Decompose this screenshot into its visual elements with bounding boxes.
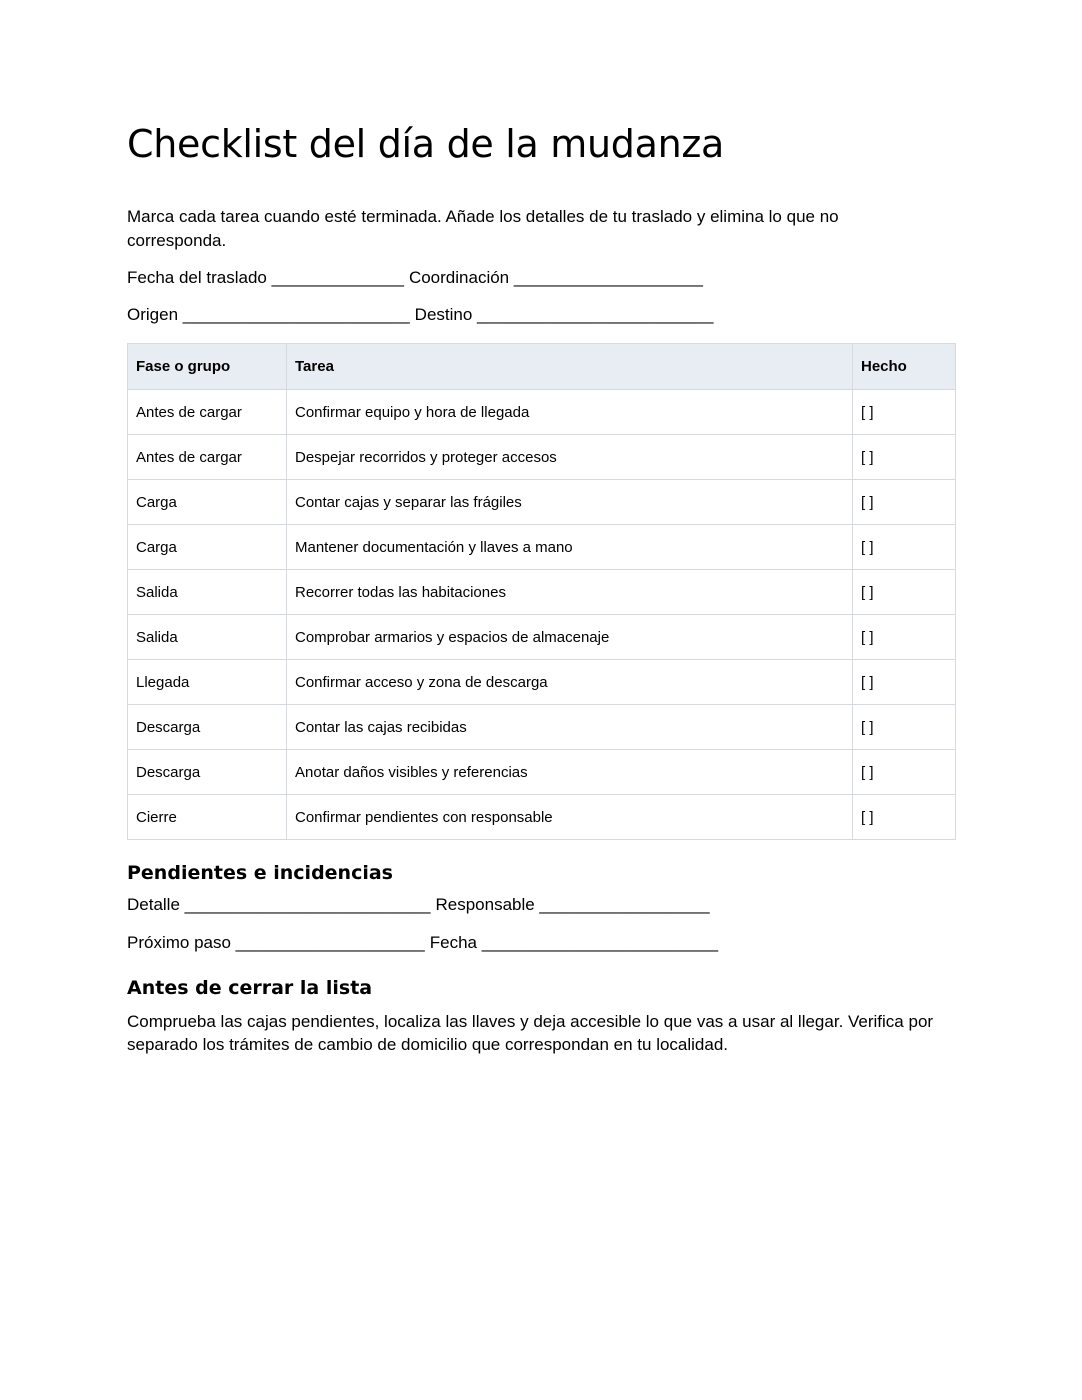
table-row xyxy=(128,480,956,525)
cell-done-checkbox: [ ] xyxy=(853,660,956,705)
table-row xyxy=(128,390,956,435)
fields-next-step-date xyxy=(127,931,718,955)
table-row xyxy=(128,525,956,570)
cell-phase: Descarga xyxy=(128,750,287,795)
header-task: Tarea xyxy=(287,344,853,390)
cell-task: Confirmar pendientes con responsable xyxy=(287,795,853,840)
header-done: Hecho xyxy=(853,344,956,390)
cell-phase: Salida xyxy=(128,570,287,615)
cell-done-checkbox: [ ] xyxy=(853,615,956,660)
cell-done-checkbox: [ ] xyxy=(853,705,956,750)
cell-phase: Descarga xyxy=(128,705,287,750)
header-phase: Fase o grupo xyxy=(128,344,287,390)
checklist-table xyxy=(127,343,956,840)
cell-phase: Carga xyxy=(128,480,287,525)
field-date: Fecha _________________________ xyxy=(429,933,719,952)
closing-heading: Antes de cerrar la lista xyxy=(127,977,373,999)
table-row xyxy=(128,705,956,750)
table-row xyxy=(128,660,956,705)
table-row xyxy=(128,570,956,615)
fields-origin-destination xyxy=(127,303,713,327)
field-next-step: Próximo paso ____________________ xyxy=(127,933,425,952)
cell-phase: Llegada xyxy=(128,660,287,705)
cell-done-checkbox: [ ] xyxy=(853,570,956,615)
cell-task: Anotar daños visibles y referencias xyxy=(287,750,853,795)
intro-paragraph: Marca cada tarea cuando esté terminada. Añade los detalles de tu traslado y elimina lo que no corresponda. xyxy=(127,207,839,250)
field-responsible: Responsable __________________ xyxy=(435,895,710,914)
cell-phase: Antes de cargar xyxy=(128,390,287,435)
fields-detail-responsible xyxy=(127,893,710,917)
cell-phase: Cierre xyxy=(128,795,287,840)
cell-done-checkbox: [ ] xyxy=(853,795,956,840)
cell-done-checkbox: [ ] xyxy=(853,435,956,480)
pending-heading: Pendientes e incidencias xyxy=(127,862,393,884)
closing-paragraph: Comprueba las cajas pendientes, localiza las llaves y deja accesible lo que vas a usar al llegar. Verifica por separado los trámites de cambio de domicilio que correspondan en tu localidad. xyxy=(127,1012,934,1054)
cell-done-checkbox: [ ] xyxy=(853,480,956,525)
field-origin: Origen ________________________ xyxy=(127,305,410,324)
field-coordination: Coordinación ____________________ xyxy=(408,268,703,287)
cell-task: Recorrer todas las habitaciones xyxy=(287,570,853,615)
cell-task: Despejar recorridos y proteger accesos xyxy=(287,435,853,480)
table-row xyxy=(128,750,956,795)
cell-task: Confirmar acceso y zona de descarga xyxy=(287,660,853,705)
field-moving-date: Fecha del traslado ______________ xyxy=(127,268,404,287)
fields-date-coordination xyxy=(127,266,703,290)
page-title: Checklist del día de la mudanza xyxy=(127,122,724,166)
field-destination: Destino _________________________ xyxy=(414,305,714,324)
field-detail: Detalle __________________________ xyxy=(127,895,431,914)
cell-phase: Antes de cargar xyxy=(128,435,287,480)
table-row xyxy=(128,615,956,660)
cell-done-checkbox: [ ] xyxy=(853,750,956,795)
cell-task: Comprobar armarios y espacios de almacenaje xyxy=(287,615,853,660)
table-header-row xyxy=(128,344,956,390)
cell-task: Contar cajas y separar las frágiles xyxy=(287,480,853,525)
cell-task: Confirmar equipo y hora de llegada xyxy=(287,390,853,435)
cell-task: Contar las cajas recibidas xyxy=(287,705,853,750)
cell-task: Mantener documentación y llaves a mano xyxy=(287,525,853,570)
cell-phase: Carga xyxy=(128,525,287,570)
cell-done-checkbox: [ ] xyxy=(853,525,956,570)
table-row xyxy=(128,795,956,840)
cell-done-checkbox: [ ] xyxy=(853,390,956,435)
cell-phase: Salida xyxy=(128,615,287,660)
table-row xyxy=(128,435,956,480)
